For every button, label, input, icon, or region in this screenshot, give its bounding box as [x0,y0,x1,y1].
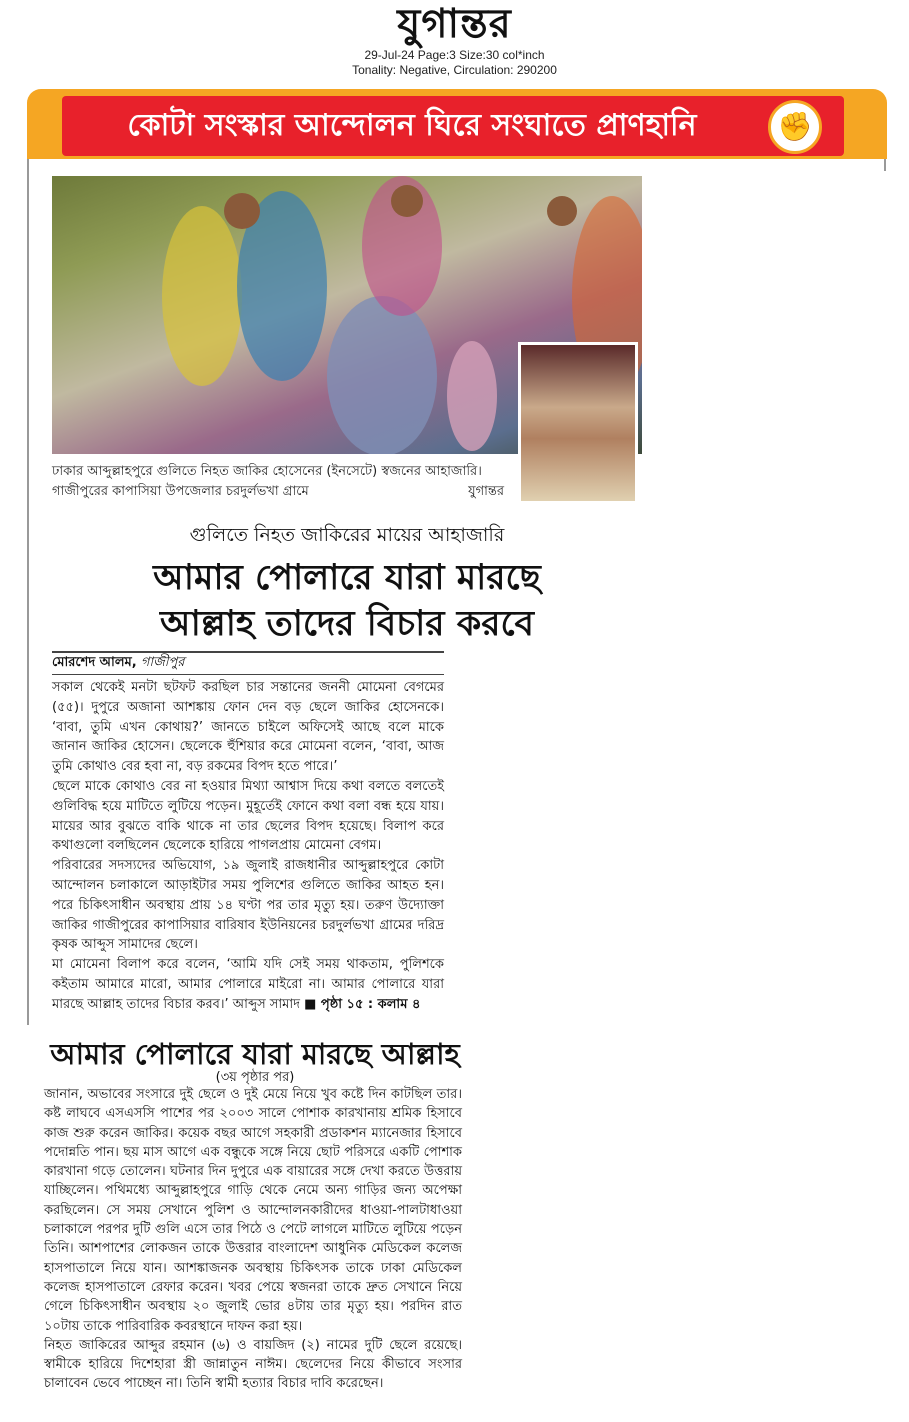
article-subhead: গুলিতে নিহত জাকিরের মায়ের আহাজারি [189,524,505,546]
article-byline [52,654,642,672]
inset-portrait-zakir [518,342,638,504]
headline-rule [52,651,444,653]
article-paragraph: ছেলে মাকে কোথাও বের না হওয়ার মিথ্যা আশ্বাস দিয়ে কথা বলতে বলতেই গুলিবিদ্ধ হয়ে মাটিতে লুটিয়ে পড়েন। মুহূর্তেই ফোনে কথা বলা বন্ধ হয়ে যায়। মায়ের আর বুঝতে বাকি থাকে না তার ছেলের বিপদ হয়েছে। বিলাপ করে কথাগুলো বলছিলেন ছেলেকে হারিয়ে পাগলপ্রায় মোমেনা বেগম। [52,778,444,854]
photo-caption [52,462,504,502]
newspaper-masthead: যুগান্তর [397,0,512,47]
continuation-paragraph: জানান, অভাবের সংসারে দুই ছেলে ও দুই মেয়ে নিয়ে খুব কষ্টে দিন কাটছিল তার। কষ্ট লাঘবে এসএসসি পাশের পর ২০০৩ সালে পোশাক কারখানায় শ্রমিক হিসাবে কাজ শুরু করেন জাকির। কয়েক বছর আগে সহকারী প্রডাকশন ম্যানেজার হিসাবে পদোন্নতি পান। ছয় মাস আগে এক বন্ধুকে সঙ্গে নিয়ে ছোট পরিসরে একটি পোশাক কারখানা গড়ে তোলেন। ঘটনার দিন দুপুরে এক বায়ারের সঙ্গে দেখা করতে উত্তরায় যাচ্ছিলেন। পথিমধ্যে আব্দুল্লাহপুরে গাড়ি থেকে নেমে অন্য গাড়ির জন্য অপেক্ষা করছিলেন। সে সময় সেখানে পুলিশ ও আন্দোলনকারীদের ধাওয়া-পালটাধাওয়া চলাকালে পরপর দুটি গুলি এসে তার পিঠে ও পেটে লাগলে মাটিতে লুটিয়ে পড়েন তিনি। আশপাশের লোকজন তাকে উত্তরার বাংলাদেশ আধুনিক মেডিকেল কলেজ হাসপাতালে নিয়ে যান। আশঙ্কাজনক অবস্থায় চিকিৎসক তাকে ঢাকা মেডিকেল কলেজ হাসপাতালে রেফার করেন। খবর পেয়ে স্বজনরা তাকে দ্রুত সেখানে নিয়ে গেলে চিকিৎসাধীন অবস্থায় ২০ জুলাই ভোর ৪টায় তার মৃত্যু হয়। পরদিন রাত ১০টায় তাকে পারিবারিক কবরস্থানে দাফন করা হয়। [44,1087,462,1334]
byline-rule [52,674,444,675]
section-banner-title: কোটা সংস্কার আন্দোলন ঘিরে সংঘাতে প্রাণহানি [127,108,697,143]
article-headline [52,555,642,647]
jump-reference: ■ পৃষ্ঠা ১৫ : কলাম ৪ [304,996,421,1012]
photo-caption-text: ঢাকার আব্দুল্লাহপুরে গুলিতে নিহত জাকির হোসেনের (ইনসেটে) স্বজনের আহাজারি। গাজীপুরের কাপাসিয়া উপজেলার চরদুর্লভখা গ্রামে [52,464,482,499]
clipping-meta-tonality: Tonality: Negative, Circulation: 290200 [352,63,557,77]
photo-credit: যুগান্তর [468,484,504,499]
continuation-headline: আমার পোলারে যারা মারছে আল্লাহ [50,1037,460,1071]
article-body [52,678,444,1015]
raised-fist-icon: ✊ [768,100,822,154]
continuation-from-label: (৩য় পৃষ্ঠার পর) [215,1070,295,1085]
continuation-body [44,1085,462,1394]
headline-line-2: আল্লাহ তাদের বিচার করবে [160,604,534,644]
section-frame-right [884,159,886,171]
article-paragraph [52,955,444,1014]
article-paragraph: সকাল থেকেই মনটা ছটফট করছিল চার সন্তানের জননী মোমেনা বেগমের (৫৫)। দুপুরে অজানা আশঙ্কায় ফোন দেন বড় ছেলে জাকির হোসেনকে। ‘বাবা, তুমি এখন কোথায়?’ জানতে চাইলে অফিসেই আছে বলে মাকে জানান জাকির হোসেন। ছেলেকে হুঁশিয়ার করে মোমেনা বলেন, ‘বাবা, আজ তুমি কোথাও বের হবা না, বড় রকমের বিপদ হতে পারে।’ [52,680,444,775]
byline-place: গাজীপুর [140,655,185,670]
headline-line-1: আমার পোলারে যারা মারছে [153,558,541,598]
article-paragraph-text: মা মোমেনা বিলাপ করে বলেন, ‘আমি যদি সেই সময় থাকতাম, পুলিশকে কইতাম আমারে মারো, আমার পোলারে মাইরো না। আমার পোলারে যারা মারছে আল্লাহ তাদের বিচার করব।’ আব্দুস সামাদ [52,957,444,1012]
article-paragraph: পরিবারের সদস্যদের অভিযোগ, ১৯ জুলাই রাজধানীর আব্দুল্লাহপুরে কোটা আন্দোলন চলাকালে আড়াইটার সময় পুলিশের গুলিতে জাকির আহত হন। পরে চিকিৎসাধীন অবস্থায় প্রায় ১৪ ঘণ্টা পর তার মৃত্যু হয়। তরুণ উদ্যোক্তা জাকির গাজীপুরের কাপাসিয়ার বারিষাব ইউনিয়নের চরদুর্লভখা গ্রামের দরিদ্র কৃষক আব্দুস সামাদের ছেলে। [52,858,444,953]
continuation-paragraph: নিহত জাকিরের আব্দুর রহমান (৬) ও বায়জিদ (২) নামের দুটি ছেলে রয়েছে। স্বামীকে হারিয়ে দিশেহারা স্ত্রী জান্নাতুন নাঈম। ছেলেদের নিয়ে কীভাবে সংসার চালাবেন ভেবে পাচ্ছেন না। তিনি স্বামী হত্যার বিচার দাবি করেছেন। [44,1337,462,1392]
clipping-meta-date-size: 29-Jul-24 Page:3 Size:30 col*inch [364,48,545,62]
section-frame-left [27,159,29,1025]
byline-author: মোরশেদ আলম, [52,655,137,670]
